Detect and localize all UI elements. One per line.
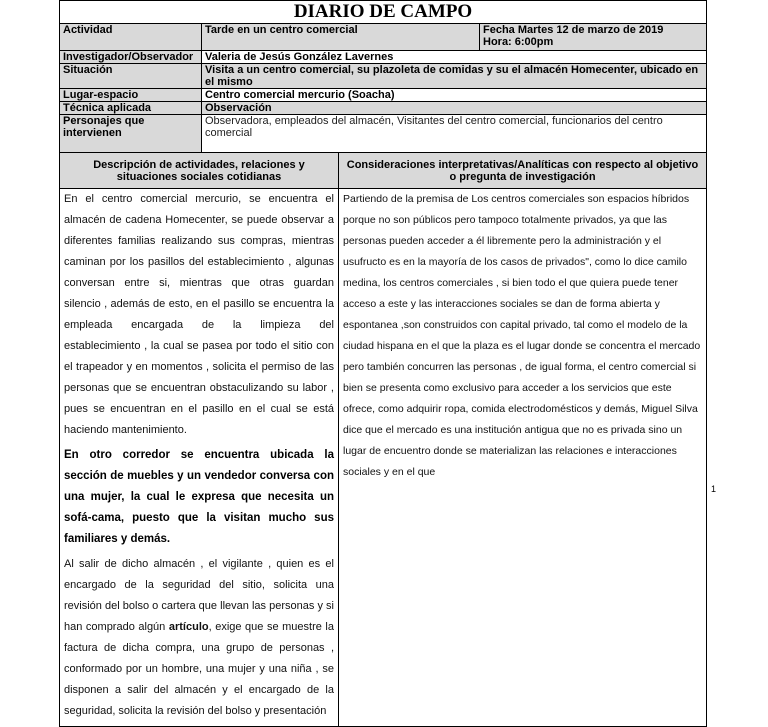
paragraph-3-text-end: , exige que se muestre la factura de dicha compra, una grupo de personas , conformado por un hombre, una mujer y una niña , se disponen a salir del almacén y el encargado de la seguridad, solicita la revisión del bolso y presentación — [64, 621, 334, 717]
description-paragraph-2: En otro corredor se encuentra ubicada la sección de muebles y un vendedor conversa con una mujer, la cual le expresa que necesita un sofá-cama, puesto que la visitan mucho sus familiares y demás. — [64, 449, 334, 545]
paragraph-3-text-start: Al salir de dicho almacén , el vigilante , quien es el encargado de la seguridad del sitio, solicita una revisión del bolso o cartera que llevan las personas y si han comprado algún — [64, 558, 334, 633]
actividad-label: Actividad — [60, 24, 202, 51]
lugar-label: Lugar-espacio — [60, 89, 202, 102]
description-paragraph-3 — [64, 554, 334, 722]
activity-description-cell — [60, 189, 339, 727]
lugar-value: Centro comercial mercurio (Soacha) — [202, 89, 707, 102]
tecnica-value: Observación — [202, 102, 707, 115]
paragraph-3-keyword: artículo — [168, 621, 209, 633]
personajes-value: Observadora, empleados del almacén, Visitantes del centro comercial, funcionarios del centro comercial — [202, 115, 707, 153]
investigador-label: Investigador/Observador — [60, 51, 202, 64]
personajes-label: Personajes que intervienen — [60, 115, 202, 153]
hora-value: Hora: 6:00pm — [483, 36, 554, 48]
analysis-cell — [339, 189, 707, 727]
situacion-label: Situación — [60, 64, 202, 89]
investigador-value: Valeria de Jesús González Lavernes — [202, 51, 707, 64]
right-column-heading: Consideraciones interpretativas/Analíticas con respecto al objetivo o pregunta de investigación — [339, 153, 707, 189]
fecha-cell — [480, 24, 707, 51]
page-number: 1 — [711, 484, 717, 494]
description-paragraph-1: En el centro comercial mercurio, se encuentra el almacén de cadena Homecenter, se puede observar a diferentes familias realizando sus compras, mientras caminan por los pasillos del establecimiento , algunas conversan entre si, mientras que otras guardan silencio , además de esto, en el pasillo se encuentra la empleada encargada de la limpieza del establecimiento , la cual se pasea por todo el sitio con el trapeador y en momentos , solicita el permiso de las personas que se encuentran obstaculizando su labor , pues se encuentran en el pasillo en el cual se está haciendo mantenimiento. — [64, 193, 334, 436]
analysis-text: Partiendo de la premisa de Los centros comerciales son espacios híbridos porque no son públicos pero tampoco totalmente privados, ya que las personas pueden acceder a él libremente pero la administración y el usufructo es en la mayoría de los casos de privados", como lo dice camilo medina, los centros comerciales , si bien todo el que quiera puede tener acceso a este y las interacciones sociales se dan de forma abierta y espontanea ,son construidos con capital privado, tal como el modelo de la ciudad hispana en el que la plaza es el lugar donde se concentra el mercado pero también concurren las personas , de igual forma, el centro comercial si bien se presenta como exclusivo para acceder a los servicios que este ofrece, como adquirir ropa, comida electrodomésticos y demás, Miguel Silva dice que el mercado es una institución antigua que no es privada sino un lugar de encuentro donde se materializan las relaciones e interacciones sociales y en el que — [343, 193, 701, 478]
actividad-value: Tarde en un centro comercial — [202, 24, 480, 51]
tecnica-label: Técnica aplicada — [60, 102, 202, 115]
field-diary-table — [59, 0, 707, 727]
situacion-value: Visita a un centro comercial, su plazoleta de comidas y su el almacén Homecenter, ubicado en el mismo — [202, 64, 707, 89]
page-title: DIARIO DE CAMPO — [60, 1, 707, 24]
fecha-value: Fecha Martes 12 de marzo de 2019 — [483, 24, 664, 36]
left-column-heading: Descripción de actividades, relaciones y situaciones sociales cotidianas — [60, 153, 339, 189]
